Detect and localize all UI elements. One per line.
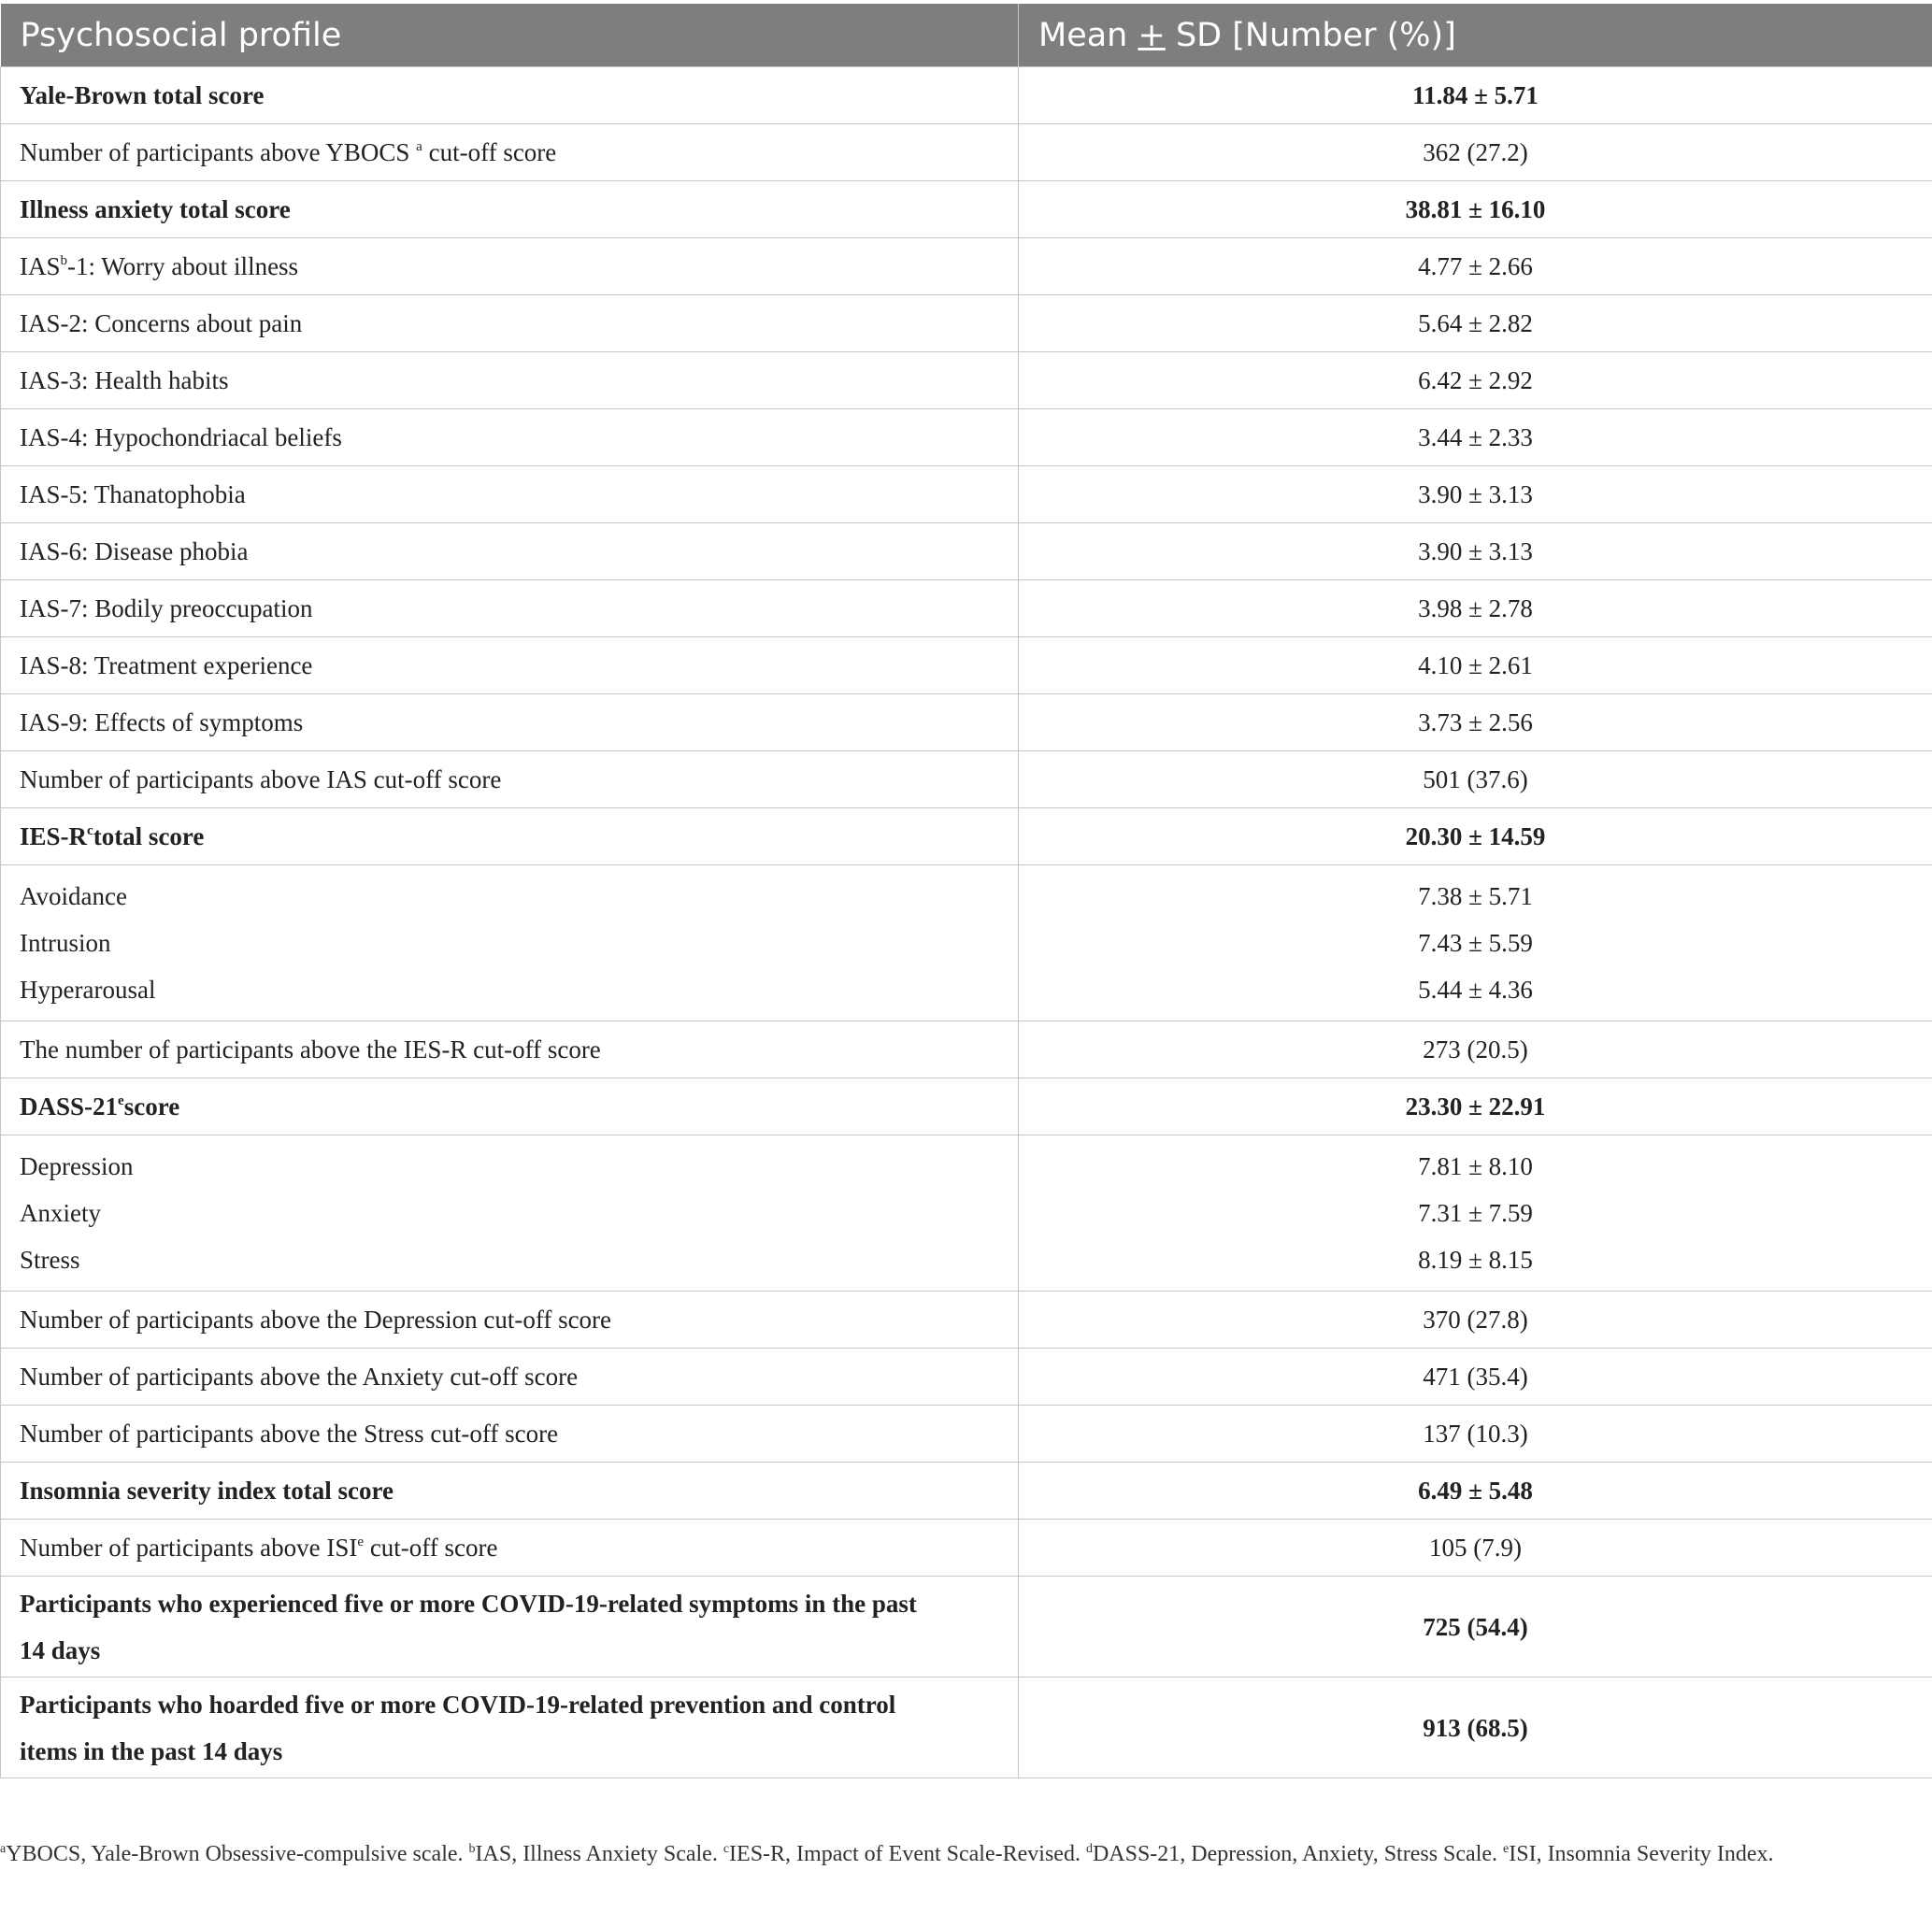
row-value: 3.73 ± 2.56	[1019, 694, 1932, 751]
label-text: -1: Worry about illness	[67, 252, 299, 280]
row-value: 5.64 ± 2.82	[1019, 295, 1932, 352]
row-value: 23.30 ± 22.91	[1019, 1078, 1932, 1135]
row-value: 4.10 ± 2.61	[1019, 637, 1932, 694]
label-text: total score	[93, 822, 205, 850]
table-row	[1, 1292, 1932, 1349]
row-label-group	[1, 1135, 1019, 1292]
footnote-marker: c	[87, 823, 93, 838]
header-mean-text: Mean	[1038, 16, 1138, 54]
row-label: IAS-7: Bodily preoccupation	[1, 580, 1019, 637]
row-label: Number of participants above the Anxiety cut-off score	[1, 1349, 1019, 1406]
row-label: Stress	[20, 1246, 80, 1274]
label-text: Number of participants above ISI	[20, 1534, 358, 1562]
row-label: IAS-4: Hypochondriacal beliefs	[1, 409, 1019, 466]
row-value: 370 (27.8)	[1019, 1292, 1932, 1349]
table-row	[1, 1406, 1932, 1463]
row-label: Number of participants above IAS cut-off score	[1, 751, 1019, 808]
row-value: 3.90 ± 3.13	[1019, 466, 1932, 523]
table-row	[1, 124, 1932, 181]
label-line: 14 days	[20, 1635, 101, 1664]
row-value: 20.30 ± 14.59	[1019, 808, 1932, 865]
row-label	[1, 1078, 1019, 1135]
label-text: cut-off score	[422, 138, 557, 166]
row-value: 362 (27.2)	[1019, 124, 1932, 181]
table-row	[1, 238, 1932, 295]
row-value: 137 (10.3)	[1019, 1406, 1932, 1463]
row-label	[1, 1577, 1019, 1677]
footnote-marker: b	[60, 253, 68, 268]
table-row	[1, 1677, 1932, 1778]
footnote-marker: e	[1503, 1842, 1510, 1856]
table-row	[1, 67, 1932, 124]
row-label: Hyperarousal	[20, 976, 156, 1004]
footnote-marker: d	[1085, 1842, 1093, 1856]
row-value: 7.81 ± 8.10	[1418, 1152, 1533, 1180]
label-text: score	[123, 1092, 180, 1121]
header-psychosocial-profile: Psychosocial profile	[1, 4, 1019, 67]
row-label: The number of participants above the IES-R cut-off score	[1, 1021, 1019, 1078]
row-label	[1, 124, 1019, 181]
row-value: 4.77 ± 2.66	[1019, 238, 1932, 295]
table-row	[1, 580, 1932, 637]
footnote-text: DASS-21, Depression, Anxiety, Stress Scale.	[1092, 1842, 1504, 1866]
footnote-marker: a	[416, 139, 422, 154]
table-row	[1, 1577, 1932, 1677]
table-footnote	[0, 1837, 1888, 1872]
row-value: 6.49 ± 5.48	[1019, 1463, 1932, 1520]
row-label: Intrusion	[20, 929, 111, 957]
row-label	[1, 238, 1019, 295]
row-label: IAS-6: Disease phobia	[1, 523, 1019, 580]
table-row	[1, 751, 1932, 808]
table-header-row	[1, 4, 1932, 67]
table-row	[1, 409, 1932, 466]
row-label: Depression	[20, 1152, 134, 1180]
row-label: Number of participants above the Stress cut-off score	[1, 1406, 1019, 1463]
table-row	[1, 637, 1932, 694]
row-label: IAS-2: Concerns about pain	[1, 295, 1019, 352]
row-value: 471 (35.4)	[1019, 1349, 1932, 1406]
label-line: items in the past 14 days	[20, 1736, 283, 1765]
row-value: 7.31 ± 7.59	[1418, 1199, 1533, 1227]
row-value: 5.44 ± 4.36	[1418, 976, 1533, 1004]
table-row	[1, 1135, 1932, 1292]
table-row	[1, 523, 1932, 580]
row-value-group	[1019, 865, 1932, 1021]
table-row	[1, 1021, 1932, 1078]
table-row	[1, 1349, 1932, 1406]
row-label: Yale-Brown total score	[1, 67, 1019, 124]
row-value: 38.81 ± 16.10	[1019, 181, 1932, 238]
footnote-text: YBOCS, Yale-Brown Obsessive-compulsive scale.	[6, 1842, 469, 1866]
table-row	[1, 466, 1932, 523]
header-mean-sd	[1019, 4, 1932, 67]
footnote-text: IAS, Illness Anxiety Scale.	[475, 1842, 723, 1866]
label-text: IAS	[20, 252, 61, 280]
label-text: Number of participants above YBOCS	[20, 138, 417, 166]
row-value: 501 (37.6)	[1019, 751, 1932, 808]
row-value: 8.19 ± 8.15	[1418, 1246, 1533, 1274]
label-text: DASS-21	[20, 1092, 119, 1121]
row-label	[1, 1677, 1019, 1778]
row-label	[1, 808, 1019, 865]
label-line: Participants who experienced five or more COVID-19-related symptoms in the past	[20, 1589, 917, 1618]
footnote-marker: b	[468, 1842, 476, 1856]
row-value: 725 (54.4)	[1019, 1577, 1932, 1677]
table-row	[1, 181, 1932, 238]
table-row	[1, 295, 1932, 352]
label-line: Participants who hoarded five or more COVID-19-related prevention and control	[20, 1690, 896, 1719]
psychosocial-profile-table	[0, 4, 1932, 1778]
header-sd-text: SD [Number (%)]	[1165, 16, 1456, 54]
footnote-text: IES-R, Impact of Event Scale-Revised.	[729, 1842, 1086, 1866]
row-value: 3.44 ± 2.33	[1019, 409, 1932, 466]
label-text: IES-R	[20, 822, 88, 850]
row-label: IAS-5: Thanatophobia	[1, 466, 1019, 523]
row-label: Avoidance	[20, 882, 127, 910]
table-row	[1, 1078, 1932, 1135]
table-row	[1, 1463, 1932, 1520]
row-value: 11.84 ± 5.71	[1019, 67, 1932, 124]
row-value: 913 (68.5)	[1019, 1677, 1932, 1778]
footnote-marker: e	[118, 1093, 124, 1108]
row-label: Insomnia severity index total score	[1, 1463, 1019, 1520]
row-value: 3.98 ± 2.78	[1019, 580, 1932, 637]
row-label: Number of participants above the Depression cut-off score	[1, 1292, 1019, 1349]
footnote-marker: e	[357, 1535, 365, 1549]
table-row	[1, 865, 1932, 1021]
label-text: cut-off score	[364, 1534, 498, 1562]
table-row	[1, 352, 1932, 409]
row-value: 7.38 ± 5.71	[1418, 882, 1533, 910]
row-value: 3.90 ± 3.13	[1019, 523, 1932, 580]
row-label: IAS-8: Treatment experience	[1, 637, 1019, 694]
header-plusminus: +	[1138, 16, 1166, 54]
table-container	[0, 4, 1932, 1778]
row-value: 7.43 ± 5.59	[1418, 929, 1533, 957]
row-label: IAS-9: Effects of symptoms	[1, 694, 1019, 751]
row-label: Illness anxiety total score	[1, 181, 1019, 238]
row-value: 6.42 ± 2.92	[1019, 352, 1932, 409]
footnote-marker: a	[0, 1842, 7, 1856]
row-label: IAS-3: Health habits	[1, 352, 1019, 409]
table-row	[1, 1520, 1932, 1577]
table-row	[1, 808, 1932, 865]
row-value-group	[1019, 1135, 1932, 1292]
row-label: Anxiety	[20, 1199, 101, 1227]
row-label-group	[1, 865, 1019, 1021]
footnote-text: ISI, Insomnia Severity Index.	[1509, 1842, 1774, 1866]
row-value: 105 (7.9)	[1019, 1520, 1932, 1577]
table-row	[1, 694, 1932, 751]
row-value: 273 (20.5)	[1019, 1021, 1932, 1078]
row-label	[1, 1520, 1019, 1577]
footnote-marker: c	[723, 1842, 730, 1856]
